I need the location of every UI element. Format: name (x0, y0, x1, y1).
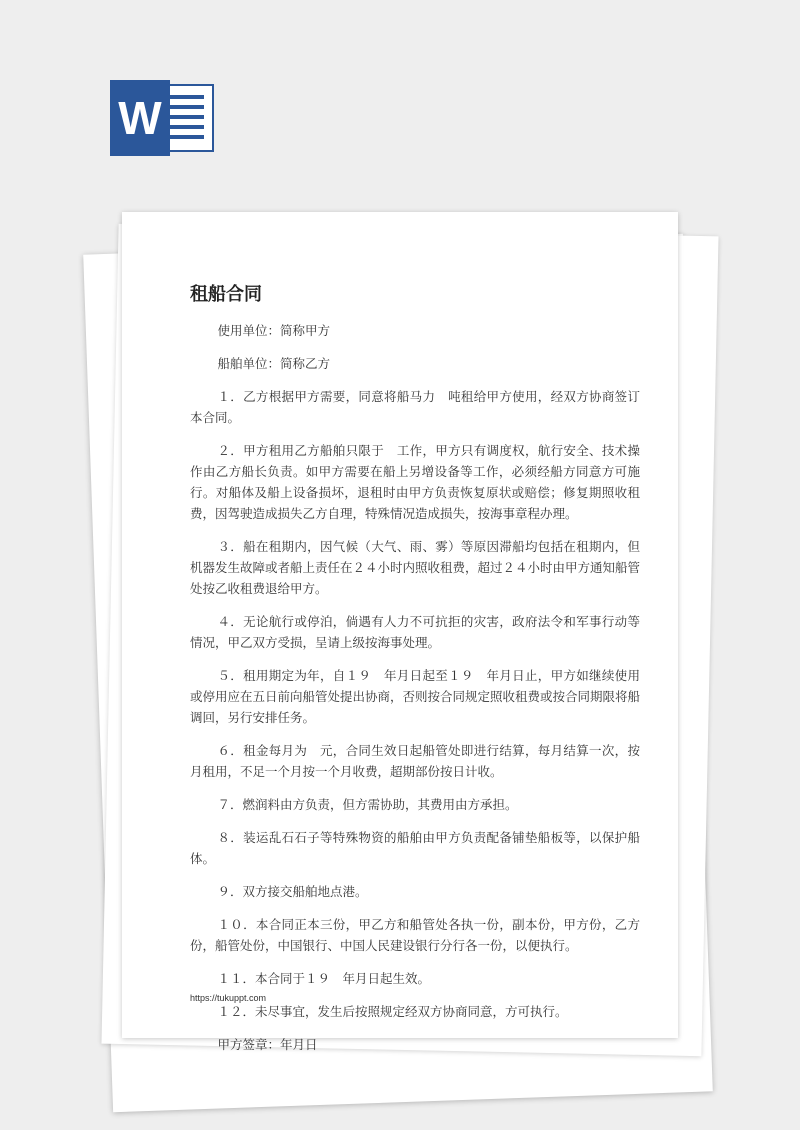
footer-url: https://tukuppt.com (190, 993, 267, 1003)
clause-11: １１．本合同于１９ 年月日起生效。 (217, 971, 431, 986)
clause-4: ４．无论航行或停泊，倘遇有人力不可抗拒的灾害，政府法令和军事行动等情况，甲乙双方受损，呈请上级按海事处理。 (190, 614, 640, 650)
word-document-icon: W (110, 80, 170, 156)
clause-9: ９．双方接交船舶地点港。 (217, 884, 368, 899)
paragraph-party-a: 使用单位：简称甲方 (217, 323, 331, 338)
clause-12: １２．未尽事宜，发生后按照规定经双方协商同意，方可执行。 (217, 1004, 568, 1019)
clause-1: １．乙方根据甲方需要，同意将船马力 吨租给甲方使用，经双方协商签订本合同。 (190, 389, 640, 425)
clause-3: ３．船在租期内，因气候（大气、雨、雾）等原因滞船均包括在租期内，但机器发生故障或者船上责任在２４小时内照收租费，超过２４小时由甲方通知船管处按乙收租费退给甲方。 (190, 539, 641, 596)
signature-line: 甲方签章：年月日 (217, 1037, 318, 1052)
clause-5: ５．租用期定为年，自１９ 年月日起至１９ 年月日止，甲方如继续使用或停用应在五日前向船管处提出协商，否则按合同规定照收租费或按合同期限将船调回，另行安排任务。 (190, 668, 641, 725)
document-body (190, 320, 640, 1067)
clause-7: ７．燃润料由方负责，但方需协助，其费用由方承担。 (217, 797, 518, 812)
clause-6: ６．租金每月为 元，合同生效日起船管处即进行结算，每月结算一次，按月租用，不足一个月按一个月收费，超期部份按日计收。 (190, 743, 640, 779)
clause-2: ２．甲方租用乙方船舶只限于 工作，甲方只有调度权，航行安全、技术操作由乙方船长负责。如甲方需要在船上另增设备等工作，必须经船方同意方可施行。对船体及船上设备损坏，退租时由甲方负责恢复原状或赔偿；修复期照收租费，因驾驶造成损失乙方自理，特殊情况造成损失，按海事章程办理。 (190, 443, 640, 521)
document-page (122, 212, 678, 1052)
paragraph-party-b: 船舶单位：简称乙方 (217, 356, 331, 371)
document-title: 租船合同 (190, 284, 262, 305)
clause-10: １０．本合同正本三份，甲乙方和船管处各执一份，副本份，甲方份，乙方份，船管处份，中国银行、中国人民建设银行分行各一份，以便执行。 (190, 917, 640, 953)
clause-8: ８．装运乱石石子等特殊物资的船舶由甲方负责配备铺垫船板等，以保护船体。 (190, 830, 640, 866)
word-logo (110, 80, 214, 156)
